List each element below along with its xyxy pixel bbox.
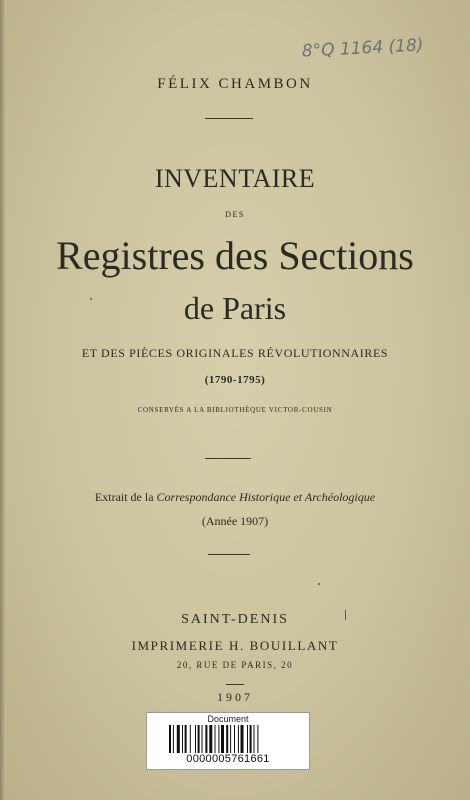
title-des: DES xyxy=(225,210,245,219)
extract-year: (Année 1907) xyxy=(201,514,269,528)
subtitle: ET DES PIÈCES ORIGINALES RÉVOLUTIONNAIRES xyxy=(81,346,389,360)
title-registres: Registres des Sections xyxy=(56,233,414,278)
extract-prefix: Extrait de la xyxy=(94,490,154,504)
barcode-sticker xyxy=(146,712,310,770)
divider-lower xyxy=(208,554,250,555)
publication-year: 1907 xyxy=(217,690,253,704)
title-de-paris: de Paris xyxy=(183,290,287,326)
author-name: FÉLIX CHAMBON xyxy=(157,76,313,92)
barcode-number: 0000005761661 xyxy=(186,753,270,765)
barcode-label: Document xyxy=(207,714,249,724)
divider-year xyxy=(226,684,244,685)
barcode-icon xyxy=(169,725,287,753)
handwritten-shelfmark: 8°Q 1164 (18) xyxy=(301,35,424,62)
date-range: (1790-1795) xyxy=(204,374,266,386)
paper-speck xyxy=(318,583,320,585)
library-note: CONSERVÉS A LA BIBLIOTHÈQUE VICTOR-COUSIN xyxy=(137,406,333,414)
divider-middle xyxy=(205,458,251,459)
extract-note xyxy=(0,490,470,505)
divider-top xyxy=(205,118,253,119)
printer-address: 20, RUE DE PARIS, 20 xyxy=(176,660,294,670)
publisher-city: SAINT-DENIS xyxy=(181,612,289,627)
printer-name: IMPRIMERIE H. BOUILLANT xyxy=(131,638,339,653)
paper-speck xyxy=(90,298,92,300)
title-inventaire: INVENTAIRE xyxy=(154,164,316,193)
paper-speck xyxy=(345,610,346,620)
journal-title: Correspondance Historique et Archéologique xyxy=(156,490,376,504)
page-edge-shadow xyxy=(0,0,6,800)
